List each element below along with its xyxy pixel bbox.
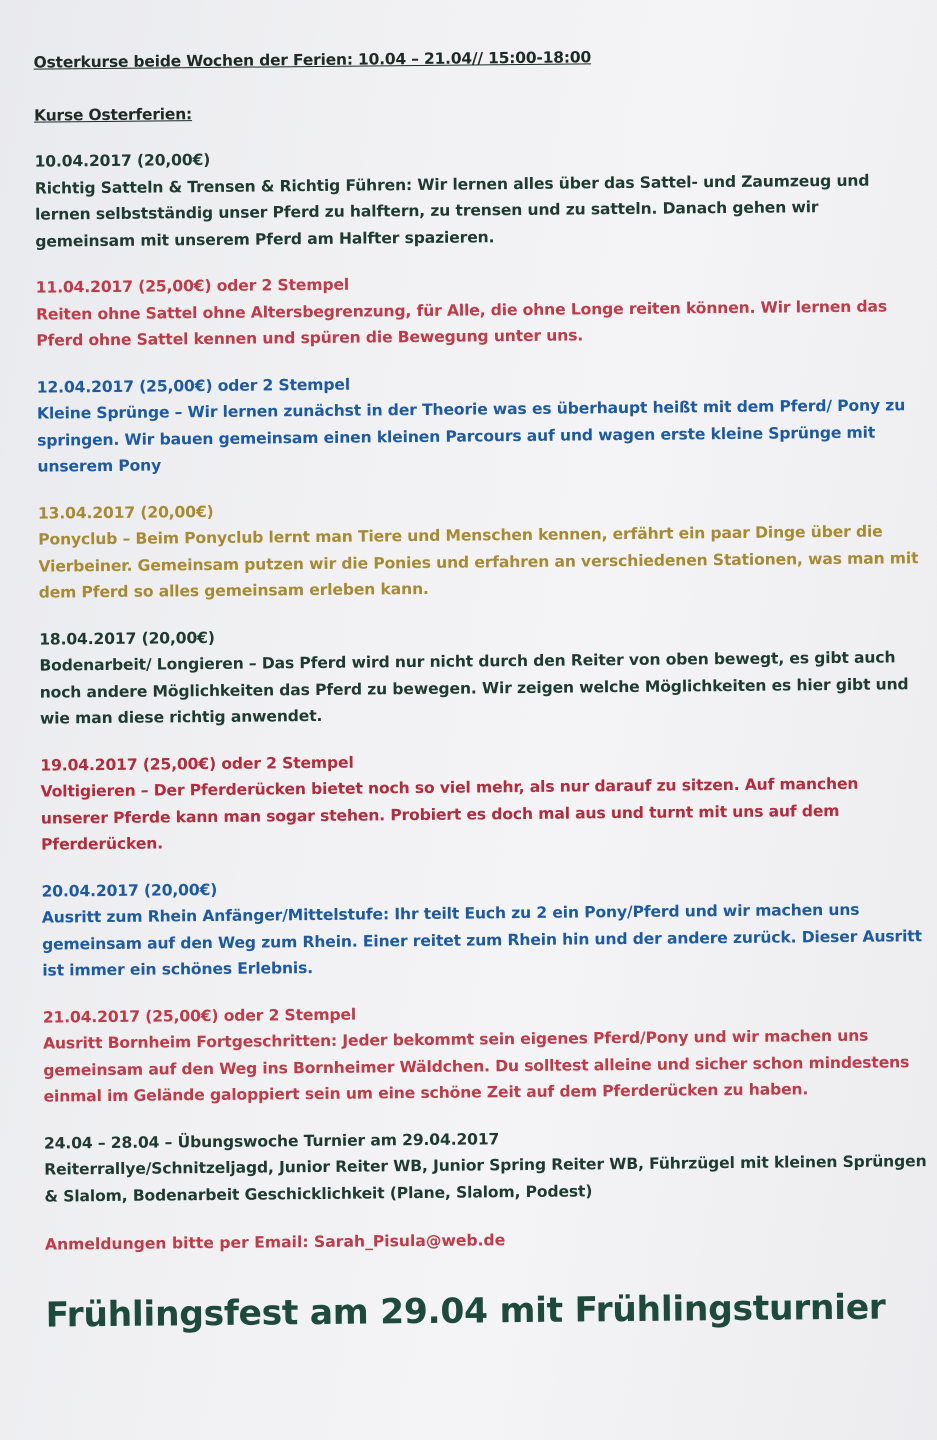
course-date: 21.04.2017 (25,00€) oder 2 Stempel [42, 1005, 357, 1027]
course-item-ohne-sattel [36, 266, 921, 354]
course-item-voltigieren [40, 744, 925, 858]
course-description: Richtig Satteln & Trensen & Richtig Führen: Wir lernen alles über das Sattel- und Zaumzeug und lernen selbstständig unser Pferd zu halftern, zu trensen und zu satteln. Danach gehen wir gemeinsam mit unserem Pferd am Halfter spazieren. [34, 171, 870, 251]
course-date: 13.04.2017 (20,00€) [37, 502, 214, 523]
course-description: Reiterrallye/Schnitzeljagd, Junior Reiter WB, Junior Spring Reiter WB, Führzügel mit kleinen Sprüngen & Slalom, Bodenarbeit Geschicklichkeit (Plane, Slalom, Podest) [44, 1152, 927, 1206]
courses-heading: Kurse Osterferien: [34, 105, 193, 125]
course-item-uebungswoche [44, 1122, 929, 1210]
course-item-ausritt-bornheim [43, 996, 928, 1110]
course-date: 24.04 – 28.04 – Übungswoche Turnier am 29.04.2017 [43, 1129, 500, 1153]
course-description: Kleine Sprünge – Wir lernen zunächst in der Theorie was es überhaupt heißt mit dem Pferd/ Pony zu springen. Wir bauen gemeinsam einen kleinen Parcours auf und wagen erste kleine Sprünge mit unserem Pony [36, 396, 906, 476]
course-item-satteln [34, 140, 919, 254]
course-date: 18.04.2017 (20,00€) [39, 628, 215, 649]
course-date: 19.04.2017 (25,00€) oder 2 Stempel [40, 753, 354, 775]
registration-email-line: Anmeldungen bitte per Email: Sarah_Pisula@web.de [44, 1231, 506, 1254]
course-description: Reiten ohne Sattel ohne Altersbegrenzung, für Alle, die ohne Longe reiten können. Wir lernen das Pferd ohne Sattel kennen und spüren die Bewegung unter uns. [35, 297, 888, 350]
course-date: 20.04.2017 (20,00€) [41, 880, 218, 901]
course-item-kleine-spruenge [37, 366, 922, 480]
course-description: Bodenarbeit/ Longieren – Das Pferd wird nur nicht durch den Reiter von oben bewegt, es gibt auch noch andere Möglichkeiten das Pferd zu bewegen. Wir zeigen welche Möglichkeiten es hier gibt und wie man diese richtig anwendet. [39, 648, 909, 728]
course-description: Ponyclub – Beim Ponyclub lernt man Tiere und Menschen kennen, erfährt ein paar Dinge über die Vierbeiner. Gemeinsam putzen wir die Ponies und erfahren an verschiedenen Stationen, was man mit dem Pferd so alles gemeinsam erleben kann. [38, 522, 919, 602]
course-description: Ausritt Bornheim Fortgeschritten: Jeder bekommt sein eigenes Pferd/Pony und wir machen uns gemeinsam auf den Weg ins Bornheimer Wäldchen. Du solltest alleine und sicher schon mindestens einmal im Gelände galoppiert sein um eine schöne Zeit auf dem Pferderücken zu haben. [42, 1026, 910, 1106]
course-item-ausritt-rhein [41, 870, 926, 984]
holiday-period-heading: Osterkurse beide Wochen der Ferien: 10.04 – 21.04// 15:00-18:00 [33, 48, 592, 72]
course-description: Voltigieren – Der Pferderücken bietet noch so viel mehr, als nur darauf zu sitzen. Auf manchen unserer Pferde kann man sogar stehen. Probiert es doch mal aus und turnt mit uns auf dem Pferderücken. [40, 774, 859, 854]
course-date: 12.04.2017 (25,00€) oder 2 Stempel [36, 375, 351, 397]
fruehlingsfest-title: Frühlingsfest am 29.04 mit Frühlingsturnier [45, 1287, 886, 1336]
course-description: Ausritt zum Rhein Anfänger/Mittelstufe: Ihr teilt Euch zu 2 ein Pony/Pferd und wir machen uns gemeinsam auf den Weg zum Rhein. Einer reitet zum Rhein hin und der andere zurück. Dieser Ausritt ist immer ein schönes Erlebnis. [41, 900, 922, 980]
course-item-ponyclub [38, 492, 923, 606]
course-date: 10.04.2017 (20,00€) [34, 150, 211, 171]
course-date: 11.04.2017 (25,00€) oder 2 Stempel [35, 275, 350, 297]
course-item-bodenarbeit [39, 618, 924, 732]
